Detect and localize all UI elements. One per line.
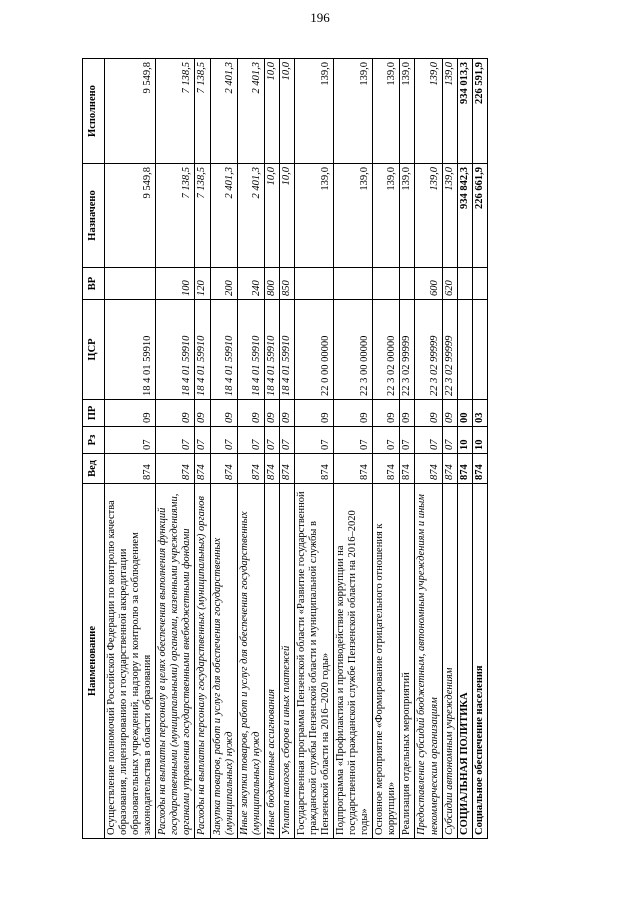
cell-csr: 18 4 01 59910 [105, 300, 156, 400]
cell-name: Осуществление полномочий Российской Федерации по контролю качества образования, лицензированию и государственной аккредитации образовательных учреждений, надзору и контролю за соблюдением законодательства в области образования [105, 484, 156, 839]
cell-executed: 7 138,5 [156, 59, 195, 164]
cell-rz: 10 [472, 427, 487, 454]
cell-pr: 09 [294, 400, 333, 427]
cell-pr: 03 [472, 400, 487, 427]
cell-name: Расходы на выплаты персоналу государственных (муниципальных) органов [195, 484, 210, 839]
cell-executed: 139,0 [294, 59, 333, 164]
cell-executed: 10,0 [264, 59, 279, 164]
cell-pr: 09 [415, 400, 442, 427]
header-assigned: Назначено [83, 164, 105, 268]
cell-pr: 09 [237, 400, 264, 427]
cell-csr: 18 4 01 59910 [237, 300, 264, 400]
table-row [237, 59, 264, 839]
cell-rz: 07 [442, 427, 457, 454]
header-pr: ПР [83, 400, 105, 427]
cell-assigned: 139,0 [400, 164, 415, 268]
cell-ved: 874 [415, 454, 442, 484]
cell-rz: 07 [237, 427, 264, 454]
cell-ved: 874 [210, 454, 237, 484]
cell-pr: 09 [400, 400, 415, 427]
cell-csr: 18 4 01 59910 [195, 300, 210, 400]
cell-csr [472, 300, 487, 400]
cell-vr [373, 268, 400, 300]
cell-name: Иные бюджетные ассигнования [264, 484, 279, 839]
cell-rz: 07 [210, 427, 237, 454]
cell-csr: 22 0 00 00000 [294, 300, 333, 400]
table-row [415, 59, 442, 839]
cell-assigned: 2 401,3 [237, 164, 264, 268]
cell-rz: 07 [105, 427, 156, 454]
cell-csr: 18 4 01 59910 [156, 300, 195, 400]
cell-ved: 874 [472, 454, 487, 484]
header-name: Наименование [83, 484, 105, 839]
cell-name: Уплата налогов, сборов и иных платежей [279, 484, 294, 839]
cell-rz: 07 [400, 427, 415, 454]
cell-ved: 874 [264, 454, 279, 484]
cell-pr: 09 [156, 400, 195, 427]
cell-vr: 620 [442, 268, 457, 300]
cell-csr: 18 4 01 59910 [210, 300, 237, 400]
cell-executed: 7 138,5 [195, 59, 210, 164]
cell-pr: 09 [105, 400, 156, 427]
cell-vr [472, 268, 487, 300]
cell-csr [457, 300, 472, 400]
cell-ved: 874 [457, 454, 472, 484]
cell-rz: 07 [294, 427, 333, 454]
cell-assigned: 9 549,8 [105, 164, 156, 268]
cell-executed: 226 591,9 [472, 59, 487, 164]
cell-rz: 07 [264, 427, 279, 454]
cell-ved: 874 [195, 454, 210, 484]
cell-vr: 800 [264, 268, 279, 300]
cell-assigned: 139,0 [442, 164, 457, 268]
cell-assigned: 139,0 [334, 164, 373, 268]
cell-vr [400, 268, 415, 300]
cell-executed: 934 013,3 [457, 59, 472, 164]
cell-pr: 09 [210, 400, 237, 427]
cell-name: Основное мероприятие «Формирование отрицательного отношения к коррупции» [373, 484, 400, 839]
cell-name: Реализация отдельных мероприятий [400, 484, 415, 839]
cell-vr: 850 [279, 268, 294, 300]
cell-rz: 07 [195, 427, 210, 454]
cell-csr: 22 3 02 00000 [373, 300, 400, 400]
page-number: 196 [310, 10, 330, 25]
cell-vr: 240 [237, 268, 264, 300]
cell-ved: 874 [294, 454, 333, 484]
cell-vr [457, 268, 472, 300]
cell-csr: 22 3 02 99999 [415, 300, 442, 400]
cell-ved: 874 [373, 454, 400, 484]
cell-rz: 07 [156, 427, 195, 454]
cell-ved: 874 [156, 454, 195, 484]
table-row [210, 59, 237, 839]
cell-pr: 00 [457, 400, 472, 427]
cell-assigned: 2 401,3 [210, 164, 237, 268]
cell-executed: 139,0 [415, 59, 442, 164]
cell-name: Закупка товаров, работ и услуг для обеспечения государственных (муниципальных) нужд [210, 484, 237, 839]
cell-vr [294, 268, 333, 300]
table-row [264, 59, 279, 839]
table-row [156, 59, 195, 839]
cell-name: Иные закупки товаров, работ и услуг для обеспечения государственных (муниципальных) нужд [237, 484, 264, 839]
cell-rz: 10 [457, 427, 472, 454]
cell-ved: 874 [400, 454, 415, 484]
cell-assigned: 139,0 [415, 164, 442, 268]
cell-csr: 22 3 02 99999 [400, 300, 415, 400]
table-row [442, 59, 457, 839]
header-rz: Рз [83, 427, 105, 454]
cell-vr: 200 [210, 268, 237, 300]
cell-name: Социальное обеспечение населения [472, 484, 487, 839]
header-executed: Исполнено [83, 59, 105, 164]
header-csr: ЦСР [83, 300, 105, 400]
cell-vr: 100 [156, 268, 195, 300]
cell-pr: 09 [373, 400, 400, 427]
cell-csr: 22 3 00 00000 [334, 300, 373, 400]
cell-name: Государственная программа Пензенской области «Развитие государственной гражданской службы Пензенской области и муниципальной службы в Пензенской области на 2016–2020 годы» [294, 484, 333, 839]
cell-executed: 139,0 [442, 59, 457, 164]
cell-vr [334, 268, 373, 300]
cell-assigned: 226 661,9 [472, 164, 487, 268]
cell-assigned: 139,0 [373, 164, 400, 268]
cell-assigned: 7 138,5 [195, 164, 210, 268]
cell-executed: 139,0 [334, 59, 373, 164]
cell-executed: 9 549,8 [105, 59, 156, 164]
cell-name: Субсидии автономным учреждениям [442, 484, 457, 839]
cell-assigned: 934 842,3 [457, 164, 472, 268]
cell-ved: 874 [334, 454, 373, 484]
cell-ved: 874 [279, 454, 294, 484]
cell-pr: 09 [334, 400, 373, 427]
cell-ved: 874 [442, 454, 457, 484]
table-row [472, 59, 487, 839]
cell-name: Расходы на выплаты персоналу в целях обеспечения выполнения функций государственными (муниципальными) органами, казенными учреждениями, органами управления государственными внебюджетными фондами [156, 484, 195, 839]
cell-pr: 09 [279, 400, 294, 427]
cell-csr: 22 3 02 99999 [442, 300, 457, 400]
cell-executed: 2 401,3 [210, 59, 237, 164]
header-ved: Вед [83, 454, 105, 484]
table-row [457, 59, 472, 839]
cell-assigned: 10,0 [264, 164, 279, 268]
cell-executed: 139,0 [373, 59, 400, 164]
table-body [105, 59, 488, 839]
header-vr: ВР [83, 268, 105, 300]
table-header-row [83, 59, 105, 839]
cell-rz: 07 [373, 427, 400, 454]
rotated-table-wrapper [82, 59, 542, 839]
cell-assigned: 10,0 [279, 164, 294, 268]
cell-executed: 139,0 [400, 59, 415, 164]
cell-csr: 18 4 01 59910 [279, 300, 294, 400]
table-row [195, 59, 210, 839]
cell-ved: 874 [237, 454, 264, 484]
cell-assigned: 7 138,5 [156, 164, 195, 268]
cell-rz: 07 [415, 427, 442, 454]
table-row [373, 59, 400, 839]
table-row [400, 59, 415, 839]
table-row [294, 59, 333, 839]
cell-rz: 07 [279, 427, 294, 454]
table-row [334, 59, 373, 839]
cell-executed: 10,0 [279, 59, 294, 164]
cell-vr: 600 [415, 268, 442, 300]
cell-vr [105, 268, 156, 300]
cell-name: Предоставление субсидий бюджетным, автономным учреждениям и иным некоммерческим организациям [415, 484, 442, 839]
cell-pr: 09 [442, 400, 457, 427]
cell-pr: 09 [264, 400, 279, 427]
cell-executed: 2 401,3 [237, 59, 264, 164]
cell-rz: 07 [334, 427, 373, 454]
cell-pr: 09 [195, 400, 210, 427]
cell-vr: 120 [195, 268, 210, 300]
cell-assigned: 139,0 [294, 164, 333, 268]
cell-name: Подпрограмма «Профилактика и противодействие коррупции на государственной гражданской службе Пензенской области на 2016–2020 годы» [334, 484, 373, 839]
table-row [279, 59, 294, 839]
budget-table [82, 58, 488, 839]
table-row [105, 59, 156, 839]
cell-ved: 874 [105, 454, 156, 484]
cell-name: СОЦИАЛЬНАЯ ПОЛИТИКА [457, 484, 472, 839]
cell-csr: 18 4 01 59910 [264, 300, 279, 400]
